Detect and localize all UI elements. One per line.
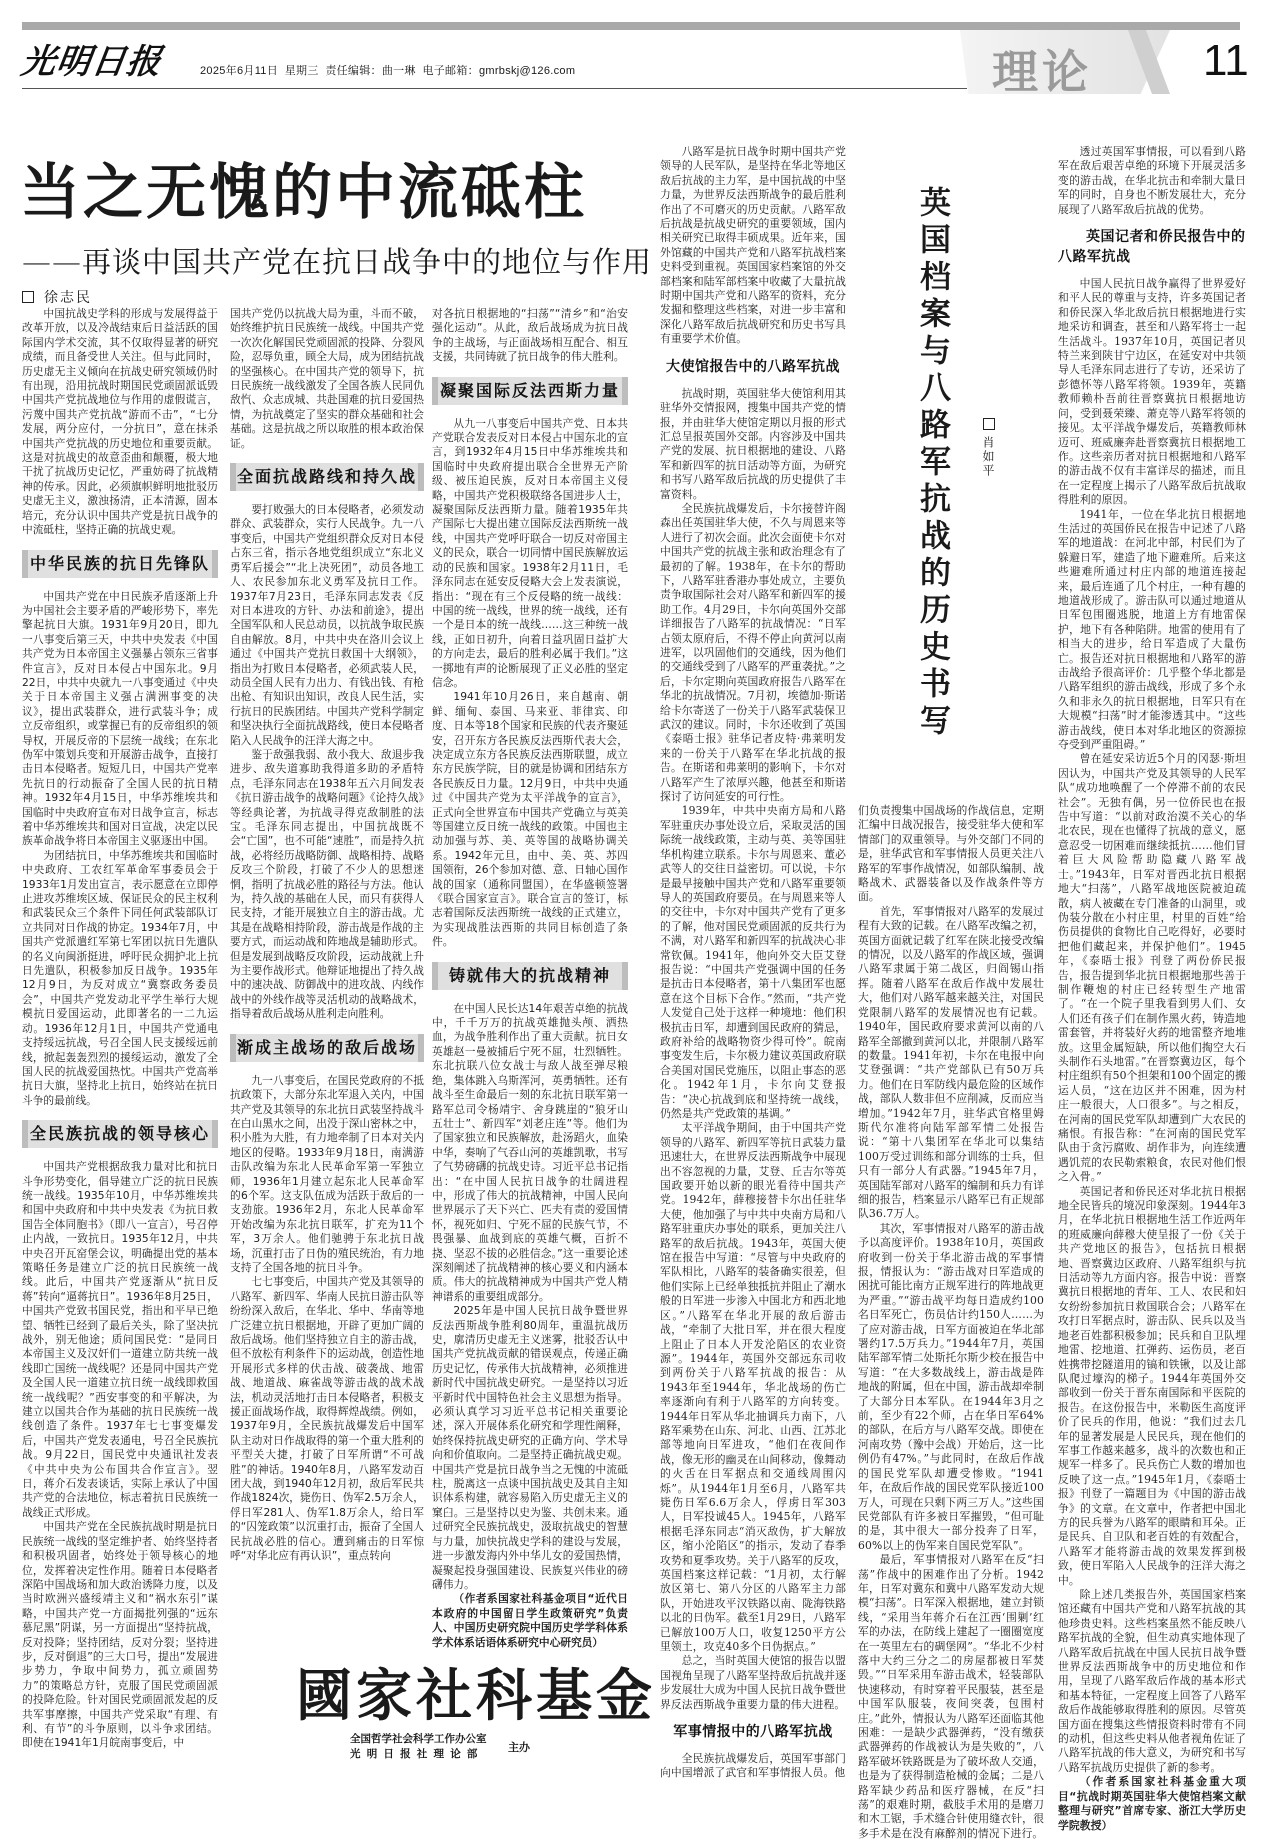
paragraph: 总之，当时英国大使馆的报告以盟国视角呈现了八路军坚持敌后抗战并逐步发展壮大成为中国人民抗日战争暨世界反法西斯战争重要力量的伟大进程。 [660,1654,846,1711]
left-article-column-3 [432,307,628,1650]
paragraph: 七七事变后，中国共产党及其领导的八路军、新四军、华南人民抗日游击队等纷纷深入敌后，在华北、华中、华南等地广泛建立抗日根据地，开辟了更加广阔的敌后战场。他们坚持独立自主的游击战，但不放松有利条件下的运动战，创造性地开展形式多样的伏击战、破袭战、地雷战、地道战、麻雀战等游击战的战术战法，机动灵活地打击日本侵略者，积极支援正面战场作战，取得辉煌战绩。例如，1937年9月，全民族抗战爆发后中国军队主动对日作战取得的第一个重大胜利的平型关大捷，打破了日军所谓“不可战胜”的神话。1940年8月，八路军发动百团大战，到1940年12月初，敌后军民共作战1824次，毙伤日、伪军2.5万余人，俘日军281人、伪军1.8万余人，给日军的“囚笼政策”以沉重打击，振奋了全国人民抗战必胜的信心。遭到痛击的日军惊呼“对华北应有再认识”，重点转向 [230,1275,424,1563]
paragraph: 为团结抗日，中华苏维埃共和国临时中央政府、工农红军革命军事委员会于1933年1月发出宣言，表示愿意在立即停止进攻苏维埃区域、保证民众的民主权利和武装民众三个条件下同任何武装部队订立共同对日作战的协定。1934年7月，中国共产党派遣红军第七军团以抗日先遣队的名义向闽浙挺进，呼吁民众拥护北上抗日先遣队，积极参加反日战争。1935年12月9日，为反对成立“冀察政务委员会”，中国共产党发动北平学生举行大规模抗日爱国运动，此即著名的一二九运动。1936年12月1日，中国共产党通电支持绥远抗战，号召全国人民支援绥远前线，掀起轰轰烈烈的援绥运动，激发了全国人民的抗战爱国热忱。中国共产党高举抗日大旗，坚持北上抗日，始终站在抗日斗争的最前线。 [22,848,218,1107]
paragraph: 1939年，中共中央南方局和八路军驻重庆办事处设立后，采取灵活的国际统一战线政策，主动与英、美等国驻华机构建立联系。卡尔与周恩来、董必武等人的交往日益密切。可以说，卡尔是最早接触中国共产党和八路军重要领导人的英国政府要员。在与周恩来等人的交往中，卡尔对中国共产党有了更多的了解，他对国民党顽固派的反共行为不满，对八路军和新四军的抗战决心非常钦佩。1941年，他向外交大臣艾登报告说：“中国共产党强调中国的任务是抗击日本侵略者，第十八集团军也愿意在这个目标下合作。”然而，“共产党人发觉自己处于这样一种境地：他们积极抗击日军，却遭到国民政府的猜忌，政府补给的战略物资少得可怜”。皖南事变发生后，卡尔极力建议英国政府联合美国对国民党施压，以阻止事态的恶化。1942年1月，卡尔向艾登报告：“决心抗战到底和坚持统一战线，仍然是共产党政策的基调。” [660,804,846,1120]
paragraph: 透过英国军事情报，可以看到八路军在敌后艰苦卓绝的环境下开展灵活多变的游击战，在华北抗击和牵制大量日军的同时，自身也不断发展壮大，充分展现了八路军敌后抗战的优势。 [1058,145,1246,216]
advert-host-label: 主办 [508,1740,530,1754]
section-heading: 英国记者和侨民报告中的八路军抗战 [1058,229,1246,266]
byline-box-icon [22,291,34,303]
left-article-byline [22,287,92,307]
paragraph: 全民族抗战爆发后，卡尔接替许阁森出任英国驻华大使，不久与周恩来等人进行了初次会面。此次会面使卡尔对中国共产党的抗战主张和政治理念有了最初的了解。1938年，在卡尔的帮助下，八路军驻香港办事处成立，主要负责争取国际社会对八路军和新四军的援助工作。4月29日，卡尔向英国外交部详细报告了八路军的抗战情况：“日军占领太原府后，不得不停止向黄河以南进军，以巩固他们的交通线，因为他们的交通线受到了八路军的严重袭扰。”之后，卡尔定期向英国政府报告八路军在华北的抗战情况。7月初，埃德加·斯诺给卡尔寄送了一份关于八路军武装保卫武汉的建议。同时，卡尔还收到了英国《泰晤士报》驻华记者皮特·弗莱明发来的一份关于八路军在华北抗战的报告。在斯诺和弗莱明的影响下，卡尔对八路军产生了浓厚兴趣，他甚至和斯诺探讨了访问延安的可行性。 [660,501,846,804]
left-article-title: 当之无愧的中流砥柱 [20,158,587,228]
paragraph: 要打败强大的日本侵略者，必须发动群众、武装群众，实行人民战争。九一八事变后，中国共产党组织群众反对日本侵占东三省，指示各地党组织成立“东北义勇军后援会”“北上决死团”，动员各地工人、农民参加东北义勇军及抗日工作。1937年7月23日，毛泽东同志发表《反对日本进攻的方针、办法和前途》，提出全国军队和人民总动员，以抗战争取民族自由解放。8月，中共中央在洛川会议上通过《中国共产党抗日救国十大纲领》，指出为打败日本侵略者，必须武装人民，动员全国人民有力出力、有钱出钱、有枪出枪、有知识出知识，改良人民生活，实行抗日的民族团结。中国共产党科学制定和坚决执行全面抗战路线，使日本侵略者陷入人民战争的汪洋大海之中。 [230,503,424,747]
nssf-logo: 國家社科基金 [296,1662,656,1729]
issue-dateline: 2025年6月11日 星期三 责任编辑：曲一琳 电子邮箱：gmrbskj@126.com [200,65,576,77]
right-article-column-3 [1058,145,1246,1833]
section-heading: 凝聚国际反法西斯力量 [432,377,628,405]
paragraph: 全民族抗战爆发后，英国军事部门向中国增派了武官和军事情报人员。他 [660,1752,846,1780]
paragraph: 们负责搜集中国战场的作战信息，定期汇编中日战况报告，接受驻华大使和军情部门的双重领导。与外交部门不同的是，驻华武官和军事情报人员更关注八路军的军事作战情况，如部队编制、战略战术、武器装备以及作战条件等方面。 [858,804,1044,904]
left-article-right-block [230,307,656,1764]
paragraph: 中国共产党在全民族抗战时期是抗日民族统一战线的坚定维护者、始终坚持者和积极巩固者，始终处于领导核心的地位，发挥着决定性作用。随着日本侵略者深陷中国战场和加大政治诱降力度，以及当时欧洲兴盛绥靖主义和“祸水东引”谋略，中国共产党一方面揭批列强的“远东慕尼黑”阴谋，另一方面提出“坚持抗战，反对投降；坚持团结，反对分裂；坚持进步，反对倒退”的三大口号，提出“发展进步势力，争取中间势力，孤立顽固势力”的策略总方针，克服了国民党顽固派的投降危险。针对国民党顽固派发起的反共军事摩擦，中国共产党采取“有理、有利、有节”的斗争原则，以斗争求团结。即使在1941年1月皖南事变后，中 [22,1520,218,1750]
paragraph: 1941年，一位在华北抗日根据地生活过的英国侨民在报告中记述了八路军的地道战：在河北中部，村民们为了躲避日军，建造了地下避难所。后来这些避难所通过村庄内部的地道连接起来，最后连通了几个村庄，一种有趣的地道战形成了。游击队可以通过地道从日军包围圈逃脱，地道上方有地雷保护，地下有各种陷阱。地雷的使用有了相当大的进步，给日军造成了大量伤亡。报告还对抗日根据地和八路军的游击战给予很高评价：几乎整个华北都是八路军组织的游击战线，形成了多个永久和非永久的抗日根据地，日军只有在大规模“扫荡”时才能渗透其中。“这些游击战线，使日本对华北地区的资源掠夺受到严重阻碍。” [1058,507,1246,752]
paragraph: 曾在延安采访近5个月的冈瑟·斯坦因认为，中国共产党及其领导的人民军队“成功地唤醒了一个停滞不前的农民社会”。无独有偶，另一位侨民也在报告中写道：“以前对政治漠不关心的华北农民，现在也懂得了抗战的意义，愿意忍受一切困难而继续抵抗……他们冒着巨大风险帮助隐藏八路军战士。”1943年，日军对晋西北抗日根据地大“扫荡”，八路军战地医院被迫疏散，病人被藏在专门准备的山洞里，或伪装分散在小村庄里，村里的百姓“给伤员提供的食物比自己吃得好，必要时把他们藏起来，并保护他们”。1945年，《泰晤士报》刊登了两份侨民报告，报告提到华北抗日根据地那些善于制作鞭炮的村庄已经转型生产地雷了。“在一个院子里我看到男人们、女人们还有孩子们在制作黑火药，铸造地雷套管，并将装好火药的地雷整齐地堆放。这里金属短缺，所以他们掏空大石头制作石头地雷。”在晋察冀边区，每个村庄组织有50个担架和100个固定的搬运人员，“这在边区并不困难，因为村庄一般很大，人口很多”。与之相反，在河南的国民党军队却遭到广大农民的痛恨。有报告称：“在河南的国民党军队由于贪污腐败、胡作非为，向连续遭遇饥荒的农民勒索粮食，农民对他们恨之入骨。” [1058,752,1246,1184]
paragraph: 中国共产党根据敌我力量对比和抗日斗争形势变化，倡导建立广泛的抗日民族统一战线。1935年10月，中华苏维埃共和国中央政府和中共中央发表《为抗日救国告全体同胞书》（即八一宣言），号召停止内战，一致抗日。1935年12月，中共中央召开瓦窑堡会议，明确提出党的基本策略任务是建立广泛的抗日民族统一战线。此后，中国共产党逐渐从“抗日反蒋”转向“逼蒋抗日”。1936年8月25日，中国共产党致书国民党，指出和平早已绝望、牺牲已经到了最后关头，除了坚决抗战外，别无他途；质问国民党：“是同日本帝国主义及汉奸们一道建立防共统一战线即亡国统一战线呢？还是同中国共产党及全国人民一道建立抗日统一战线即救国统一战线呢？”西安事变的和平解决，为建立以国共合作为基础的抗日民族统一战线创造了条件。1937年七七事变爆发后，中国共产党发表通电，号召全民族抗战。9月22日，国民党中央通讯社发表《中共中央为公布国共合作宣言》。翌日，蒋介石发表谈话，实际上承认了中国共产党的合法地位，标志着抗日民族统一战线正式形成。 [22,1160,218,1519]
left-article-column-1 [22,307,218,1751]
paragraph: 从九一八事变后中国共产党、日本共产党联合发表反对日本侵占中国东北的宣言，到1932年4月15日中华苏维埃共和国临时中央政府提出联合全世界无产阶级、被压迫民族，反对日本帝国主义侵略，中国共产党积极联络各国进步人士，凝聚国际反法西斯力量。随着1935年共产国际七大提出建立国际反法西斯统一战线，中国共产党呼吁联合一切反对帝国主义的民众，联合一切同情中国民族解放运动的民族和国家。1938年2月11日，毛泽东同志在延安反侵略大会上发表演说，指出：“现在有三个反侵略的统一战线：中国的统一战线，世界的统一战线，还有一个是日本的统一战线……这三种统一战线，正如日初升，向着日益巩固日益扩大的方向走去，最后的胜利必属于我们。”这一掷地有声的论断展现了正义必胜的坚定信念。 [432,416,628,689]
paragraph: 首先，军事情报对八路军的发展过程有大致的记载。在八路军改编之初，英国方面就记载了红军在陕北接受改编的情况，以及八路军的作战区域，强调八路军隶属于第二战区，归阎锡山指挥。随着八路军在敌后作战中发展壮大，他们对八路军越来越关注，对国民党限制八路军的发展情况也有记载。1940年，国民政府要求黄河以南的八路军全部撤到黄河以北，并限制八路军的数量。1941年初，卡尔在电报中向艾登强调：“共产党部队已有50万兵力。他们在日军防线内最危险的区域作战，部队人数非但不应削减，反而应当增加。”1942年7月，驻华武官格里姆斯代尔准将向陆军部军情二处报告说：“第十八集团军在华北可以集结100万受过训练和部分训练的士兵，但只有一部分人有武器。”1945年7月，英国陆军部对八路军的编制和兵力有详细的报告，档案显示八路军已有正规部队36.7万人。 [858,904,1044,1221]
paragraph: 国共产党仍以抗战大局为重，斗而不破，始终维护抗日民族统一战线。中国共产党一次次化解国民党顽固派的投降、分裂风险，忍辱负重，顾全大局，成为团结抗战的坚强核心。在中国共产党的领导下，抗日民族统一战线激发了全国各族人民同仇敌忾、众志成城、共赴国难的抗日爱国热情，为抗战奠定了坚实的群众基础和社会基础。这是抗战之所以取胜的根本政治保证。 [230,307,424,450]
header-rule [22,88,967,89]
section-heading: 军事情报中的八路军抗战 [673,1724,833,1741]
left-article-columns-2-3 [230,307,628,1650]
paragraph: 1941年10月26日，来自越南、朝鲜、缅甸、泰国、马来亚、菲律宾、印度、日本等18个国家和民族的代表齐聚延安，召开东方各民族反法西斯代表大会，决定成立东方各民族反法西斯联盟，成立东方民族学院，目的就是协调和团结东方各民族反日力量。12月9日，中共中央通过《中国共产党为太平洋战争的宣言》，正式向全世界宣布中国共产党确立与英美等国建立反日统一战线的政策。中国也主动加强与苏、美、英等国的战略协调关系。1942年元旦，由中、美、英、苏四国领衔，26个参加对德、意、日轴心国作战的国家（通称同盟国），在华盛顿签署《联合国家宣言》。联合宣言的签订，标志着国际反法西斯统一战线的正式建立，为实现战胜法西斯的共同目标创造了条件。 [432,690,628,949]
paragraph: 最后，军事情报对八路军在反“扫荡”作战中的困难作出了分析。1942年，日军对冀东和冀中八路军发动大规模“扫荡”。日军深入根据地，建立封锁线，“采用当年蒋介石在江西‘围剿’红军的办法，在防线上建起了一圈圈宽度在一英里左右的碉堡网”。“华北不少村落中大约三分之二的房屋都被日军焚毁。”“日军采用车游击战术，轻装部队快速移动，有时穿着平民服装，甚至是中国军队服装，夜间突袭，包围村庄。”此外，情报认为八路军还面临其他困难：一是缺少武器弹药，“没有缴获武器弹药的作战被认为是失败的”，八路军破坏铁路既是为了破坏敌人交通，也是为了获得制造枪械的金属；二是八路军缺少药品和医疗器械，在反“扫荡”的艰难时期，截肢手术用的是磨刀和木工锯，手术缝合针使用缝衣针，很多手术是在没有麻醉剂的情况下进行。 [858,1553,1044,1840]
section-tab [960,22,1200,99]
right-article-byline [963,418,1014,478]
section-heading: 中华民族的抗日先锋队 [22,550,218,578]
section-name: 理论 [992,45,1092,99]
right-article-column-2 [858,804,1044,1841]
paragraph: 九一八事变后，在国民党政府的不抵抗政策下，大部分东北军退入关内，中国共产党及其领导的东北抗日武装坚持战斗在白山黑水之间，出没于深山密林之中，积小胜为大胜，有力地牵制了日本对关内地区的侵略。1933年9月18日，南满游击队改编为东北人民革命军第一军独立师，1936年1月建立起东北人民革命军的6个军。这支队伍成为活跃于敌后的一支劲旅。1936年2月，东北人民革命军开始改编为东北抗日联军，扩充为11个军，3万余人。他们驰骋于东北抗日战场，沉重打击了日伪的殖民统治，有力地支持了全国各地的抗日斗争。 [230,1073,424,1274]
page-number: 11 [1203,36,1249,85]
paragraph: 太平洋战争期间，由于中国共产党领导的八路军、新四军等抗日武装力量迅速壮大，在世界反法西斯战争中展现出不容忽视的力量，艾登、丘吉尔等英国政要开始以新的眼光看待中国共产党。1942年，薛穆接替卡尔出任驻华大使，他加强了与中共中央南方局和八路军驻重庆办事处的联系，更加关注八路军的敌后抗战。1943年，英国大使馆在报告中写道：“尽管与中央政府的军队相比，八路军的装备确实很差，但他们实际上已经单独抵抗并阻止了潮水般的日军进一步渗入中国北方和西北地区。”八路军在华北开展的敌后游击战，“牵制了大批日军，并在很大程度上阻止了日本人开发沦陷区的农业资源”。1944年，英国外交部远东司收到两份关于八路军抗战的报告：从1943年至1944年，华北战场的伤亡率逐渐向有利于八路军的方向转变。1944年日军从华北抽调兵力南下，八路军乘势在山东、河北、山西、江苏北部等地向日军进攻，“他们在夜间作战，像无形的幽灵在山间移动，像舞动的火舌在日军据点和交通线周围闪烁”。从1944年1月至6月，八路军共毙伤日军6.6万余人，俘虏日军303人，日军投诚45人。1945年，八路军根据毛泽东同志“消灭敌伪，扩大解放区，缩小沦陷区”的指示，发动了春季攻势和夏季攻势。关于八路军的反攻，英国档案这样记载：“1月初，太行解放区第七、第八分区的八路军主力部队，开始进攻平汉铁路以南、陇海铁路以北的日伪军。截至1月29日，八路军已解放100万人口，收复1250平方公里领土，攻克40多个日伪据点。” [660,1121,846,1654]
byline-box-icon [983,418,995,430]
paragraph: 中国人民抗日战争赢得了世界爱好和平人民的尊重与支持，许多英国记者和侨民深入华北敌后抗日根据地进行实地采访和调查，甚至和八路军将士一起生活战斗。1937年10月，英国记者贝特兰来到陕甘宁边区，在延安对中共领导人毛泽东同志进行了专访，还采访了彭德怀等八路军将领。1939年，英籍教师赖朴吾前往晋察冀抗日根据地访问，受到聂荣臻、萧克等八路军将领的接见。太平洋战争爆发后，英籍教师林迈可、班威廉奔赴晋察冀抗日根据地工作。这些亲历者对抗日根据地和八路军的游击战不仅有丰富详尽的描述，而且在一定程度上揭示了八路军敌后抗战取得胜利的原因。 [1058,277,1246,507]
paragraph: 英国记者和侨民还对华北抗日根据地全民皆兵的境况印象深刻。1944年3月，在华北抗日根据地生活工作近两年的班威廉向薛穆大使呈报了一份《关于共产党地区的报告》，包括抗日根据地、晋察冀边区政府、八路军组织与抗日活动等九方面内容。报告中说：晋察冀抗日根据地的青年、工人、农民和妇女纷纷参加抗日救国联合会；八路军在攻打日军据点时，游击队、民兵以及当地老百姓都积极参加；民兵和自卫队埋地雷、挖地道、扛弹药、运伤员，老百姓携带挖隧道用的镐和铁锹，以及让部队爬过壕沟的梯子。1944年英国外交部收到一份关于晋东南国际和平医院的报告。在这份报告中，米勒医生高度评价了民兵的作用，他说：“我们过去几年的显著发展是人民民兵，现在他们的军事工作越来越多，战斗的次数也和正规军一样多了。民兵伤亡人数的增加也反映了这一点。”1945年1月，《泰晤士报》刊登了一篇题目为《中国的游击战争》的文章。在文章中，作者把中国北方的民兵誉为八路军的眼睛和耳朵。正是民兵、自卫队和老百姓的有效配合，八路军才能将游击战的效果发挥到极致，使日军陷入人民战争的汪洋大海之中。 [1058,1184,1246,1587]
section-heading: 大使馆报告中的八路军抗战 [666,358,840,375]
right-article-title: 英国档案与八路军抗战的历史书写 [914,186,950,741]
paragraph: 八路军是抗日战争时期中国共产党领导的人民军队，是坚持在华北等地区敌后抗战的主力军，是中国抗战的中坚力量，为世界反法西斯战争的最后胜利作出了不可磨灭的历史贡献。八路军敌后抗战是抗战史研究的重要领域，国内相关研究已取得丰硕成果。近年来，国外馆藏的中国共产党和八路军抗战档案史料受到重视。英国国家档案馆的外交部档案和陆军部档案中收藏了大量抗战时期中国共产党和八路军的资料，充分发掘和整理这些档案，对进一步丰富和深化八路军敌后抗战研究和历史书写具有重要学术价值。 [660,145,846,346]
right-article-author: 肖如平 [981,436,995,478]
paragraph: 抗战时期，英国驻华大使馆利用其驻华外交情报网，搜集中国共产党的情报，并由驻华大使馆定期以月报的形式汇总呈报英国外交部。内容涉及中国共产党的发展、抗日根据地的建设、八路军和新四军的抗日活动等方面，为研究和书写八路军敌后抗战的历史提供了丰富资料。 [660,386,846,501]
masthead-logo: 光明日报 [18,42,165,82]
paragraph: 中国抗战史学科的形成与发展得益于改革开放，以及冷战结束后日益活跃的国际国内学术交流，其不仅取得显著的研究成绩，而且备受世人关注。但与此同时，历史虚无主义倾向在抗战史研究领域仍时有出现，沿用抗战时期国民党顽固派诋毁中国共产党抗战地位与作用的虚假谎言，污蔑中国共产党抗战“游而不击”，“七分发展，两分应付，一分抗日”，意在抹杀中国共产党抗战的历史地位和重要贡献。这是对抗战史的故意歪曲和颠覆，极大地干扰了抗战历史记忆，严重妨碍了抗战精神的传承。因此，必须旗帜鲜明地批驳历史虚无主义，激浊扬清，正本清源，固本培元，充分认识中国共产党是抗日战争的中流砥柱，坚持正确的抗战史观。 [22,307,218,537]
section-heading: 全民族抗战的领导核心 [22,1120,218,1148]
sponsor-1: 全国哲学社会科学工作办公室 [350,1732,487,1745]
advert-sponsors [350,1732,487,1762]
left-article-author: 徐志民 [44,290,92,306]
paragraph: 2025年是中国人民抗日战争暨世界反法西斯战争胜利80周年，重温抗战历史，廓清历史虚无主义迷雾，批驳否认中国共产党抗战贡献的错误观点，传递正确历史记忆，传承伟大抗战精神，必须推进新时代中国抗战史研究。一是坚持以习近平新时代中国特色社会主义思想为指导。必须认真学习习近平总书记相关重要论述，深入开展体系化研究和学理性阐释，始终保持抗战史研究的正确方向、学术导向和价值取向。二是坚持正确抗战史观。中国共产党是抗日战争当之无愧的中流砥柱，脱离这一点谈中国抗战史及其自主知识体系构建，就容易陷入历史虚无主义的窠臼。三是坚持以史为鉴、共创未来。通过研究全民族抗战史，汲取抗战史的智慧与力量，加快抗战史学科的建设与发展，进一步激发海内外中华儿女的爱国热情，凝聚起投身强国建设、民族复兴伟业的磅礴伟力。 [432,1304,628,1591]
author-note: （作者系国家社科基金重大项目“抗战时期英国驻华大使馆档案文献整理与研究”首席专家、浙江大学历史学院教授） [1058,1775,1246,1832]
paragraph: 除上述几类报告外，英国国家档案馆还藏有中国共产党和八路军抗战的其他珍贵史料。这些档案虽然不能反映八路军抗战的全貌，但生动真实地体现了八路军敌后抗战在中国人民抗日战争暨世界反法西斯战争中的历史地位和作用，呈现了八路军敌后作战的基本形式和基本特征，一定程度上回答了八路军敌后作战能够取得胜利的原因。尽管英国方面在搜集这些情报资料时带有不同的动机，但这些史料从他者视角佐证了八路军抗战的伟大意义，为研究和书写八路军抗战历史提供了新的参考。 [1058,1588,1246,1774]
paragraph: 在中国人民长达14年艰苦卓绝的抗战中，千千万万的抗战英雄抛头颅、洒热血，为战争胜利作出了重大贡献。抗日女英雄赵一曼被捕后宁死不屈，壮烈牺牲。东北抗联八位女战士与敌人战至弹尽粮绝，集体跳入乌斯浑河，英勇牺牲。还有战斗至生命最后一刻的东北抗日联军第一路军总司令杨靖宇、舍身跳崖的“狼牙山五壮士”、新四军“刘老庄连”等。他们为了国家独立和民族解放，赴汤蹈火，血染中华，奏响了气吞山河的英雄凯歌，书写了气势磅礴的抗战史诗。习近平总书记指出：“在中国人民抗日战争的壮阔进程中，形成了伟大的抗战精神，中国人民向世界展示了天下兴亡、匹夫有责的爱国情怀，视死如归、宁死不屈的民族气节，不畏强暴、血战到底的英雄气概，百折不挠、坚忍不拔的必胜信念。”这一重要论述深刻阐述了抗战精神的核心要义和内涵本质。伟大的抗战精神成为中国共产党人精神谱系的重要组成部分。 [432,1001,628,1303]
section-heading: 全面抗战路线和持久战 [230,463,424,491]
section-heading: 渐成主战场的敌后战场 [230,1034,424,1062]
author-note: （作者系国家社科基金项目“近代日本政府的中国留日学生政策研究”负责人、中国历史研究院中国历史学学科体系学术体系话语体系研究中心研究员） [432,1592,628,1649]
paragraph: 对各抗日根据地的“扫荡”“清乡”和“治安强化运动”。从此，敌后战场成为抗日战争的主战场，与正面战场相互配合、相互支援，共同铸就了抗日战争的伟大胜利。 [432,307,628,364]
left-article-column-2 [230,307,424,1564]
paragraph: 其次，军事情报对八路军的游击战予以高度评价。1938年10月，英国政府收到一份关于华北游击战的军事情报，情报认为：“游击战对日军造成的困扰可能比南方正规军进行的阵地战更为严重。”“游击战平均每日造成约100名日军死亡，伤员估计约150人……为了应对游击战，日军方面被迫在华北部署约17.5万兵力。”1944年7月，英国陆军部军情二处斯托尔斯少校在报告中写道：“在大多数战线上，游击战是阵地战的附属，但在中国，游击战却牵制了大部分日本军队。在1944年3月之前，至少有22个师，占在华日军64%的部队，在后方与八路军交战。即使在河南攻势（豫中会战）开始后，这一比例仍有47%。”与此同时，在敌后作战的国民党军队却遭受惨败。“1941年，在敌后作战的国民党军队接近100万人，可现在只剩下两三万人。”这些国民党部队有许多被日军摧毁，“但可耻的是，其中很大一部分投奔了日军，60%以上的伪军来自国民党军队”。 [858,1221,1044,1552]
paragraph: 鉴于敌强我弱、敌小我大、敌退步我进步、敌失道寡助我得道多助的矛盾特点，毛泽东同志在1938年五六月间发表《抗日游击战争的战略问题》《论持久战》等经典论著，为抗战寻得克敌制胜的法宝。毛泽东同志提出，中国抗战既不会“亡国”，也不可能“速胜”，而是持久抗战，必将经历战略防御、战略相持、战略反攻三个阶段，打破了不少人的思想迷惘，指明了抗战必胜的路径与方法。他认为，持久战的基础在人民，而只有获得人民支持，才能开展独立自主的游击战。尤其是在战略相持阶段，游击战是作战的主要方式，而运动战和阵地战是辅助形式。但是发展到战略反攻阶段，运动战就上升为主要作战形式。他辩证地提出了持久战中的速决战、防御战中的进攻战、内线作战中的外线作战等灵活机动的战略战术，指导着敌后战场从胜利走向胜利。 [230,747,424,1021]
right-article-column-1 [660,145,846,1781]
nssf-advert [230,1662,656,1764]
left-article-subtitle: ——再谈中国共产党在抗日战争中的地位与作用 [22,245,653,279]
sponsor-2: 光明日报社理论部 [350,1747,484,1760]
section-heading: 铸就伟大的抗战精神 [432,962,628,990]
paragraph: 中国共产党在中日民族矛盾逐渐上升为中国社会主要矛盾的严峻形势下，率先擎起抗日大旗。1931年9月20日，即九一八事变后第三天，中共中央发表《中国共产党为日本帝国主义强暴占领东三省事件宣言》，反对日本侵占中国东北。9月22日，中共中央就九一八事变通过《中央关于日本帝国主义强占满洲事变的决议》，提出武装群众，进行武装斗争；成立反帝组织，或掌握已有的反帝组织的领导权，开展反帝的下层统一战线；在东北伪军中策划兵变和开展游击战争，直接打击日本侵略者。短短几日，中国共产党率先抗日的行动振奋了全国人民的抗日精神。1932年4月15日，中华苏维埃共和国临时中央政府宣布对日战争宣言，标志着中华苏维埃共和国对日宣战，决定以民族革命战争将日本帝国主义驱逐出中国。 [22,589,218,848]
